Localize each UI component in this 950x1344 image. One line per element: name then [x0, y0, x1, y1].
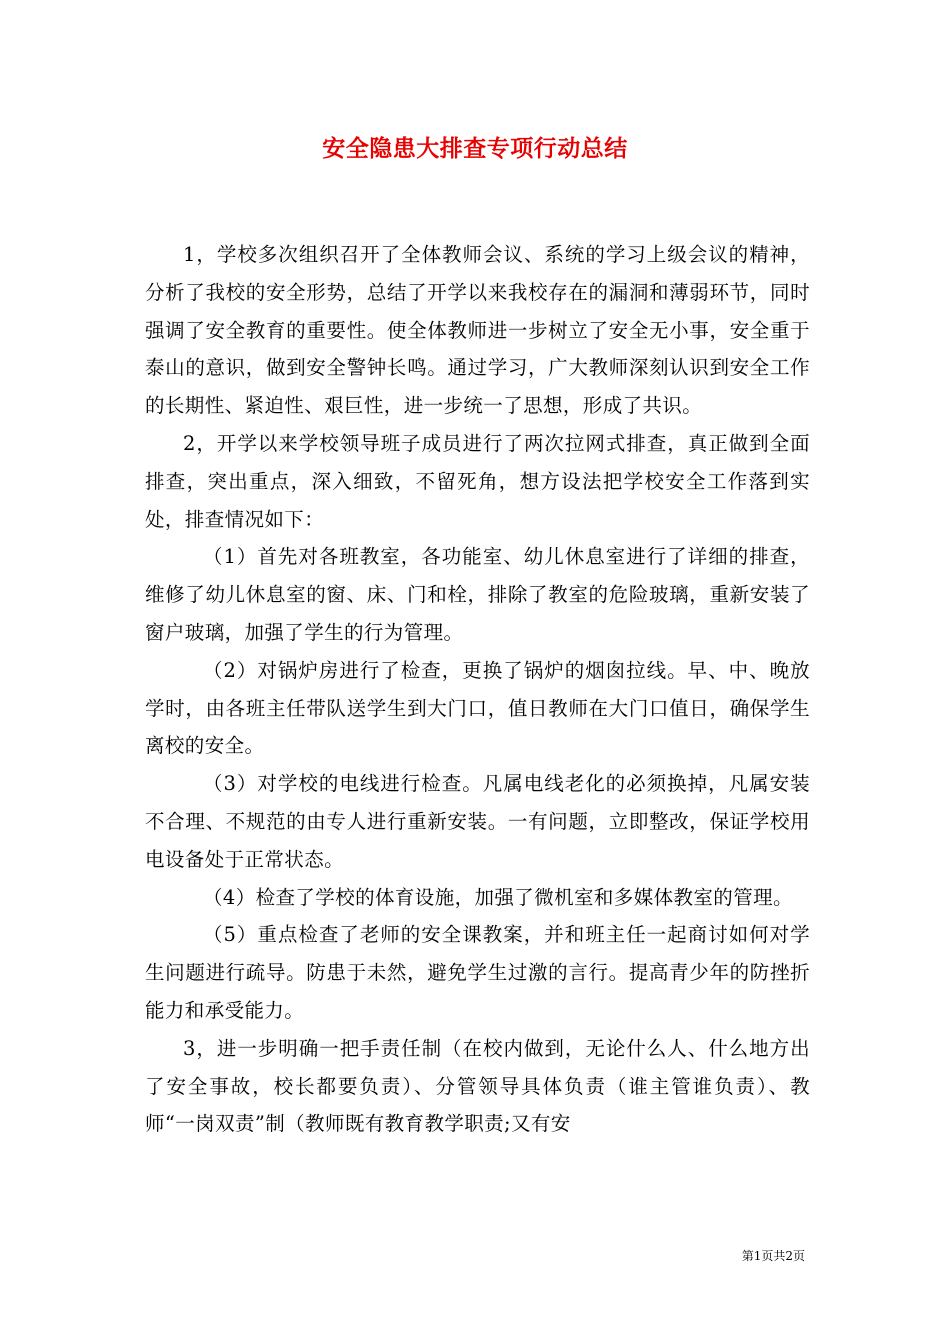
- document-body: [145, 236, 810, 1143]
- page-number: 第1页共2页: [741, 1249, 805, 1263]
- paragraph-item-5: （5）重点检查了老师的安全课教案，并和班主任一起商讨如何对学生问题进行疏导。防患于未然，避免学生过激的言行。提高青少年的防挫折能力和承受能力。: [145, 923, 810, 1022]
- paragraph-item-3: （3）对学校的电线进行检查。凡属电线老化的必须换掉，凡属安装不合理、不规范的由专人进行重新安装。一有问题，立即整改，保证学校用电设备处于正常状态。: [145, 772, 810, 871]
- paragraph-item-1: （1）首先对各班教室，各功能室、幼儿休息室进行了详细的排查，维修了幼儿休息室的窗、床、门和栓，排除了教室的危险玻璃，重新安装了窗户玻璃，加强了学生的行为管理。: [145, 545, 810, 644]
- paragraph-item-4: （4）检查了学校的体育设施，加强了微机室和多媒体教室的管理。: [203, 885, 793, 909]
- paragraph-1: 1，学校多次组织召开了全体教师会议、系统的学习上级会议的精神，分析了我校的安全形势，总结了开学以来我校存在的漏洞和薄弱环节，同时强调了安全教育的重要性。使全体教师进一步树立了安全无小事，安全重于泰山的意识，做到安全警钟长鸣。通过学习，广大教师深刻认识到安全工作的长期性、紧迫性、艰巨性，进一步统一了思想，形成了共识。: [145, 243, 810, 418]
- paragraph-3: 3，进一步明确一把手责任制（在校内做到，无论什么人、什么地方出了安全事故，校长都要负责）、分管领导具体负责（谁主管谁负责）、教师“一岗双责”制（教师既有教育教学职责;又有安: [145, 1036, 810, 1136]
- document-title: 安全隐患大排查专项行动总结: [322, 135, 628, 162]
- paragraph-2: 2，开学以来学校领导班子成员进行了两次拉网式排查，真正做到全面排查，突出重点，深入细致，不留死角，想方设法把学校安全工作落到实处，排查情况如下：: [145, 431, 810, 531]
- paragraph-item-2: （2）对锅炉房进行了检查，更换了锅炉的烟囱拉线。早、中、晚放学时，由各班主任带队送学生到大门口，值日教师在大门口值日，确保学生离校的安全。: [145, 658, 810, 758]
